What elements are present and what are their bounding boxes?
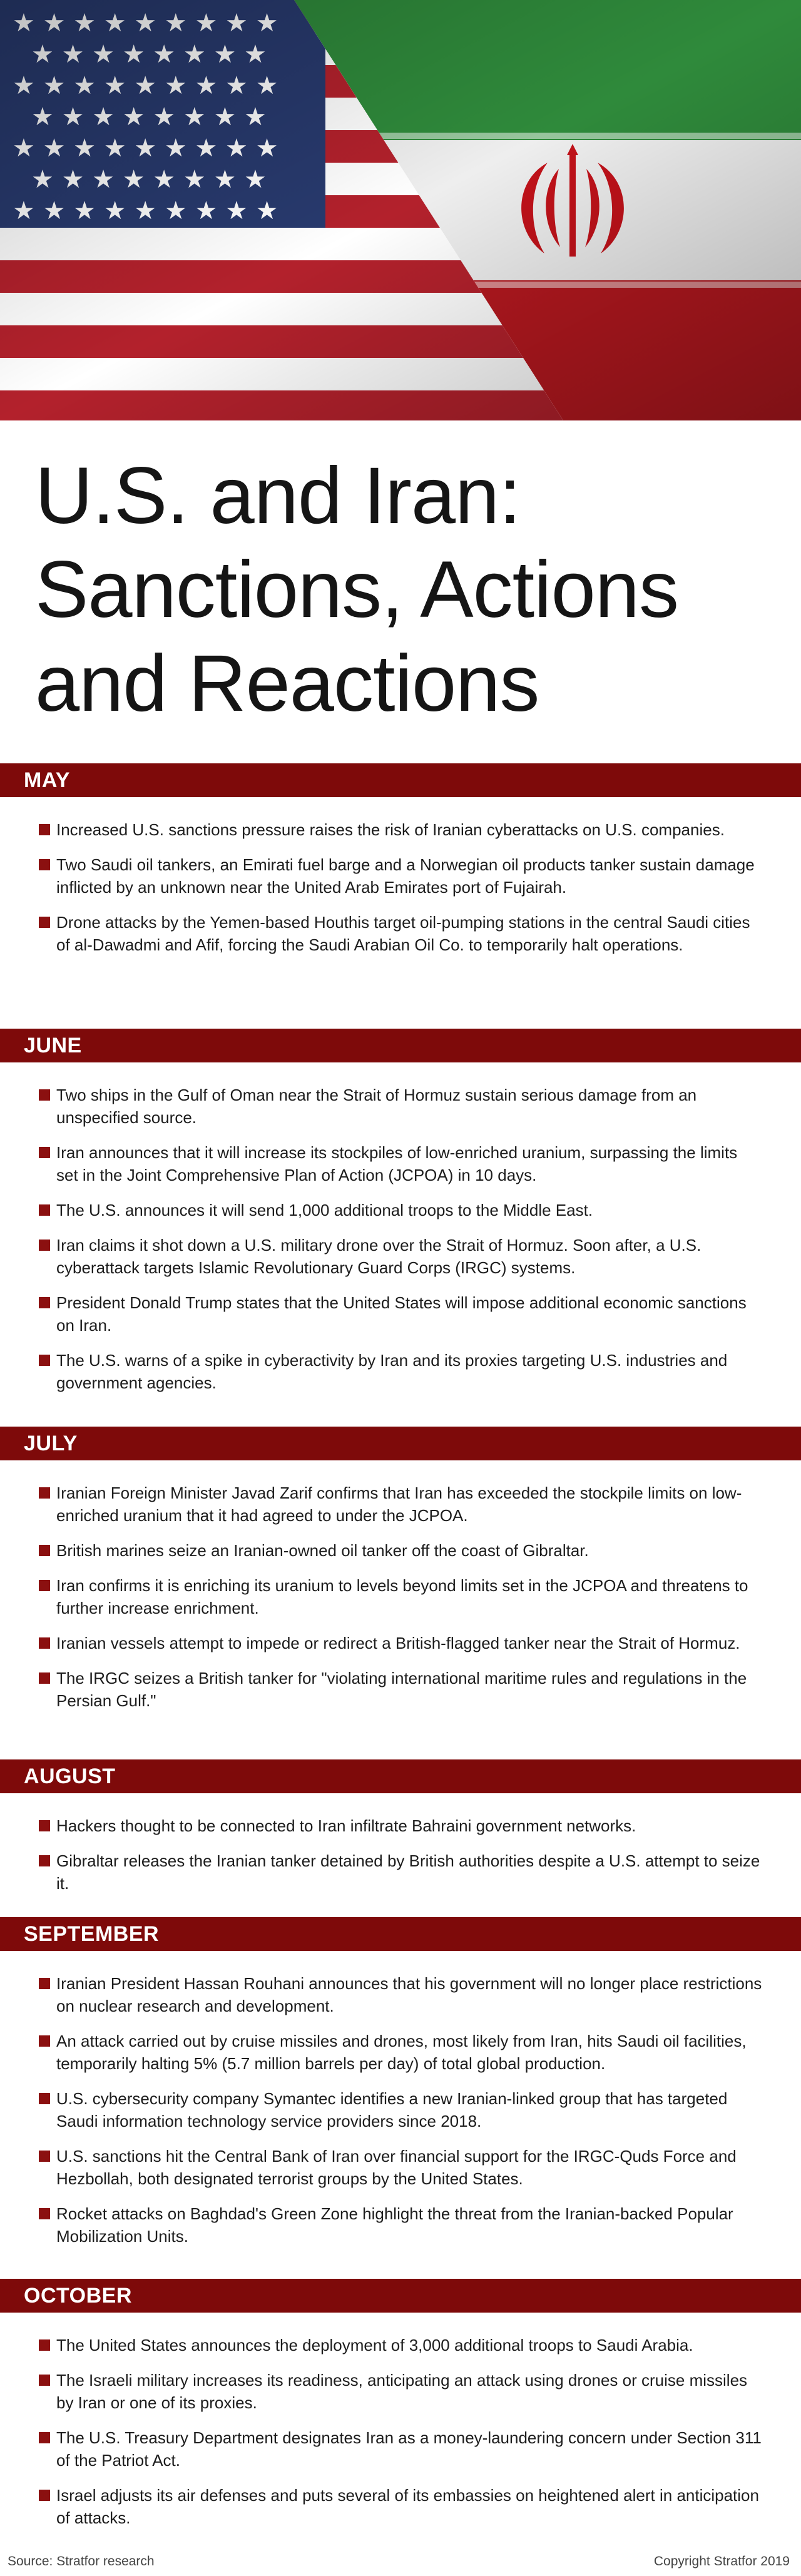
item-list xyxy=(0,1951,801,2248)
list-item xyxy=(39,2087,763,2132)
list-item xyxy=(39,1482,763,1527)
item-list xyxy=(0,797,801,956)
bullet-icon xyxy=(39,2375,50,2386)
bullet-icon xyxy=(39,824,50,835)
item-text: U.S. sanctions hit the Central Bank of Iran over financial support for the IRGC-Quds Force and Hezbollah, both designated terrorist groups by the United States. xyxy=(56,2147,737,2188)
bullet-icon xyxy=(39,1147,50,1158)
section-september xyxy=(0,1917,801,2260)
item-list xyxy=(0,1793,801,1895)
bullet-icon xyxy=(39,2432,50,2443)
copyright-note: Copyright Stratfor 2019 xyxy=(653,2554,790,2568)
section-october xyxy=(0,2279,801,2542)
list-item xyxy=(39,2030,763,2075)
item-text: Iran announces that it will increase its stockpiles of low-enriched uranium, surpassing the limits set in the Joint Comprehensive Plan of Action (JCPOA) in 10 days. xyxy=(56,1143,738,1184)
section-heading: JUNE xyxy=(0,1029,801,1062)
item-text: Rocket attacks on Baghdad's Green Zone highlight the threat from the Iranian-backed Popular Mobilization Units. xyxy=(56,2204,733,2246)
list-item xyxy=(39,853,763,899)
item-text: Drone attacks by the Yemen-based Houthis target oil-pumping stations in the central Saudi cities of al-Dawadmi and Afif, forcing the Saudi Arabian Oil Co. to temporarily halt operations. xyxy=(56,913,750,954)
list-item xyxy=(39,1574,763,1619)
item-text: Iran claims it shot down a U.S. military drone over the Strait of Hormuz. Soon after, a U.S. cyberattack targets Islamic Revolutionary Guard Corps (IRGC) systems. xyxy=(56,1236,702,1277)
item-text: U.S. cybersecurity company Symantec identifies a new Iranian-linked group that has targeted Saudi information technology service providers since 2018. xyxy=(56,2089,728,2131)
bullet-icon xyxy=(39,2339,50,2351)
list-item xyxy=(39,1141,763,1186)
bullet-icon xyxy=(39,2490,50,2501)
bullet-icon xyxy=(39,1855,50,1866)
list-item xyxy=(39,1667,763,1712)
list-item xyxy=(39,2145,763,2190)
bullet-icon xyxy=(39,859,50,870)
section-august xyxy=(0,1759,801,1907)
section-heading: JULY xyxy=(0,1427,801,1460)
list-item xyxy=(39,1632,763,1654)
bullet-icon xyxy=(39,917,50,928)
list-item xyxy=(39,1234,763,1279)
bullet-icon xyxy=(39,1204,50,1216)
bullet-icon xyxy=(39,1580,50,1591)
item-text: Two Saudi oil tankers, an Emirati fuel barge and a Norwegian oil products tanker sustain damage inflicted by an unknown near the United Arab Emirates port of Fujairah. xyxy=(56,855,755,897)
bullet-icon xyxy=(39,1978,50,1989)
title-line-2: Sanctions, Actions xyxy=(35,545,678,634)
list-item xyxy=(39,2484,763,2529)
section-heading: OCTOBER xyxy=(0,2279,801,2313)
item-text: An attack carried out by cruise missiles and drones, most likely from Iran, hits Saudi oil facilities, temporarily halting 5% (5.7 million barrels per day) of total global production. xyxy=(56,2032,747,2073)
flags-banner xyxy=(0,0,801,420)
section-heading: MAY xyxy=(0,763,801,797)
bullet-icon xyxy=(39,1297,50,1308)
item-list xyxy=(0,2313,801,2529)
list-item xyxy=(39,1291,763,1336)
section-may xyxy=(0,763,801,969)
section-heading: AUGUST xyxy=(0,1759,801,1793)
list-item xyxy=(39,2426,763,2472)
item-text: The U.S. announces it will send 1,000 additional troops to the Middle East. xyxy=(56,1201,593,1219)
bullet-icon xyxy=(39,2093,50,2104)
list-item xyxy=(39,2334,763,2356)
item-text: Iranian vessels attempt to impede or redirect a British-flagged tanker near the Strait of Hormuz. xyxy=(56,1634,740,1652)
item-list xyxy=(0,1460,801,1712)
list-item xyxy=(39,911,763,956)
item-text: The Israeli military increases its readiness, anticipating an attack using drones or cruise missiles by Iran or one of its proxies. xyxy=(56,2371,748,2412)
bullet-icon xyxy=(39,2151,50,2162)
flags-image xyxy=(0,0,801,420)
list-item xyxy=(39,1539,763,1562)
list-item xyxy=(39,1815,763,1837)
bullet-icon xyxy=(39,1355,50,1366)
bullet-icon xyxy=(39,1672,50,1684)
item-text: The IRGC seizes a British tanker for "violating international maritime rules and regulations in the Persian Gulf." xyxy=(56,1669,747,1710)
list-item xyxy=(39,2202,763,2248)
item-text: British marines seize an Iranian-owned oil tanker off the coast of Gibraltar. xyxy=(56,1541,589,1560)
section-june xyxy=(0,1029,801,1407)
list-item xyxy=(39,1972,763,2017)
bullet-icon xyxy=(39,2208,50,2219)
bullet-icon xyxy=(39,1637,50,1649)
source-note: Source: Stratfor research xyxy=(8,2554,155,2568)
item-text: Iran confirms it is enriching its uranium to levels beyond limits set in the JCPOA and threatens to further increase enrichment. xyxy=(56,1576,748,1617)
item-text: Iranian Foreign Minister Javad Zarif confirms that Iran has exceeded the stockpile limits on low-enriched uranium that it had agreed to under the JCPOA. xyxy=(56,1484,742,1525)
item-text: Israel adjusts its air defenses and puts several of its embassies on heightened alert in anticipation of attacks. xyxy=(56,2486,759,2527)
list-item xyxy=(39,1199,763,1221)
bullet-icon xyxy=(39,1240,50,1251)
bullet-icon xyxy=(39,1820,50,1831)
section-july xyxy=(0,1427,801,1724)
item-list xyxy=(0,1062,801,1394)
list-item xyxy=(39,1850,763,1895)
section-heading: SEPTEMBER xyxy=(0,1917,801,1951)
item-text: The U.S. warns of a spike in cyberactivity by Iran and its proxies targeting U.S. industries and government agencies. xyxy=(56,1351,728,1392)
bullet-icon xyxy=(39,1089,50,1101)
list-item xyxy=(39,1084,763,1129)
bullet-icon xyxy=(39,1487,50,1499)
item-text: Increased U.S. sanctions pressure raises the risk of Iranian cyberattacks on U.S. companies. xyxy=(56,820,725,839)
item-text: Iranian President Hassan Rouhani announces that his government will no longer place restrictions on nuclear research and development. xyxy=(56,1974,762,2015)
bullet-icon xyxy=(39,2035,50,2047)
list-item xyxy=(39,818,763,841)
page-title xyxy=(35,449,773,731)
item-text: The United States announces the deployment of 3,000 additional troops to Saudi Arabia. xyxy=(56,2336,693,2355)
title-line-3: and Reactions xyxy=(35,639,539,728)
list-item xyxy=(39,2369,763,2414)
item-text: Hackers thought to be connected to Iran infiltrate Bahraini government networks. xyxy=(56,1816,636,1835)
item-text: Gibraltar releases the Iranian tanker detained by British authorities despite a U.S. attempt to seize it. xyxy=(56,1851,760,1893)
item-text: The U.S. Treasury Department designates Iran as a money-laundering concern under Section 311 of the Patriot Act. xyxy=(56,2428,762,2470)
title-line-1: U.S. and Iran: xyxy=(35,451,521,541)
item-text: Two ships in the Gulf of Oman near the Strait of Hormuz sustain serious damage from an unspecified source. xyxy=(56,1086,697,1127)
item-text: President Donald Trump states that the United States will impose additional economic sanctions on Iran. xyxy=(56,1293,747,1335)
list-item xyxy=(39,1349,763,1394)
bullet-icon xyxy=(39,1545,50,1556)
